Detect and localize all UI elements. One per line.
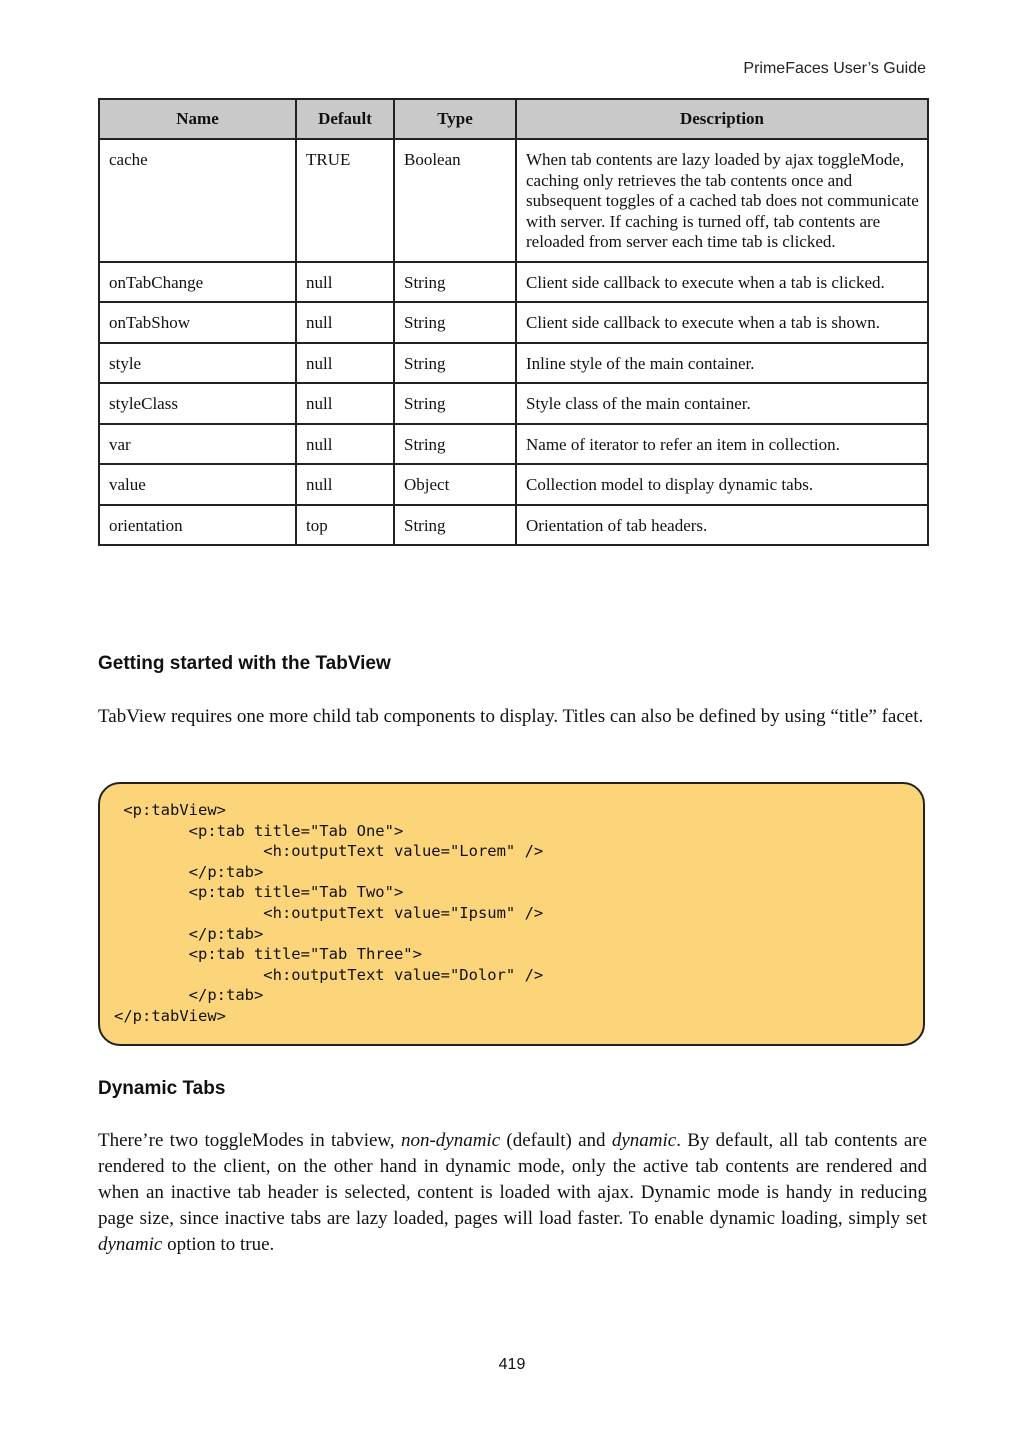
cell-description: When tab contents are lazy loaded by ajax toggleMode, caching only retrieves the tab contents once and subsequent toggles of a cached tab does not communicate with server. If caching is turned off, tab contents are reloaded from server each time tab is clicked. [516, 139, 928, 262]
cell-type: String [394, 383, 516, 424]
dynamic-tabs-paragraph [98, 1128, 927, 1258]
emphasis-non-dynamic: non-dynamic [400, 1130, 501, 1151]
column-header-type: Type [394, 99, 516, 139]
code-line: <p:tab title="Tab Three"> [114, 945, 422, 964]
cell-name: onTabChange [99, 262, 296, 303]
paragraph-text: There’re two toggleModes in tabview, [98, 1130, 401, 1151]
cell-type: Object [394, 464, 516, 505]
cell-default: TRUE [296, 139, 394, 262]
cell-default: null [296, 464, 394, 505]
code-line: <h:outputText value="Ipsum" /> [114, 903, 544, 922]
page-number: 419 [498, 1356, 526, 1373]
cell-description: Client side callback to execute when a tab is shown. [516, 302, 928, 343]
code-line: </p:tab> [114, 862, 264, 881]
table-row [99, 343, 928, 384]
code-line: <p:tab title="Tab One"> [114, 821, 404, 840]
cell-default: null [296, 383, 394, 424]
table-header-row [99, 99, 928, 139]
cell-name: cache [99, 139, 296, 262]
table-row [99, 424, 928, 465]
cell-default: top [296, 505, 394, 546]
code-line: <p:tabView> [114, 801, 226, 819]
cell-description: Style class of the main container. [516, 383, 928, 424]
emphasis-dynamic: dynamic [611, 1130, 677, 1151]
cell-default: null [296, 302, 394, 343]
running-header: PrimeFaces User’s Guide [743, 60, 926, 77]
cell-type: String [394, 302, 516, 343]
table-row [99, 383, 928, 424]
code-line: </p:tab> [114, 924, 264, 943]
section-heading-dynamic-tabs: Dynamic Tabs [98, 1078, 226, 1099]
column-header-description: Description [516, 99, 928, 139]
column-header-name: Name [99, 99, 296, 139]
cell-type: String [394, 424, 516, 465]
table-row [99, 139, 928, 262]
paragraph-text: . By default, all tab contents are rendered to the client, on the other hand in dynamic mode, only the active tab contents are rendered and when an inactive tab header is selected, content is loaded with ajax. Dynamic mode is handy in reducing page size, since inactive tabs are lazy loaded, pages will load faster. To enable dynamic loading, simply set [98, 1130, 928, 1229]
cell-description: Inline style of the main container. [516, 343, 928, 384]
code-line: </p:tab> [114, 986, 264, 1005]
cell-description: Collection model to display dynamic tabs. [516, 464, 928, 505]
cell-name: var [99, 424, 296, 465]
cell-description: Name of iterator to refer an item in collection. [516, 424, 928, 465]
table-row [99, 262, 928, 303]
cell-name: style [99, 343, 296, 384]
cell-default: null [296, 343, 394, 384]
cell-description: Orientation of tab headers. [516, 505, 928, 546]
paragraph-text: (default) and [500, 1130, 612, 1151]
table-row [99, 464, 928, 505]
cell-type: String [394, 262, 516, 303]
table-row [99, 302, 928, 343]
cell-default: null [296, 424, 394, 465]
cell-type: Boolean [394, 139, 516, 262]
cell-description: Client side callback to execute when a tab is clicked. [516, 262, 928, 303]
table-row [99, 505, 928, 546]
code-line: </p:tabView> [114, 1006, 226, 1025]
column-header-default: Default [296, 99, 394, 139]
code-block [114, 800, 543, 1027]
code-example-box [98, 782, 925, 1046]
cell-name: orientation [99, 505, 296, 546]
paragraph-text: option to true. [162, 1234, 275, 1255]
attributes-table [98, 98, 929, 546]
code-line: <p:tab title="Tab Two"> [114, 883, 404, 902]
emphasis-dynamic-option: dynamic [98, 1234, 163, 1255]
section-heading-getting-started: Getting started with the TabView [98, 653, 391, 674]
cell-type: String [394, 343, 516, 384]
getting-started-paragraph: TabView requires one more child tab components to display. Titles can also be defined by using “title” facet. [98, 706, 924, 727]
cell-default: null [296, 262, 394, 303]
cell-name: styleClass [99, 383, 296, 424]
cell-name: value [99, 464, 296, 505]
cell-type: String [394, 505, 516, 546]
code-line: <h:outputText value="Dolor" /> [114, 965, 544, 984]
code-line: <h:outputText value="Lorem" /> [114, 842, 544, 861]
cell-name: onTabShow [99, 302, 296, 343]
